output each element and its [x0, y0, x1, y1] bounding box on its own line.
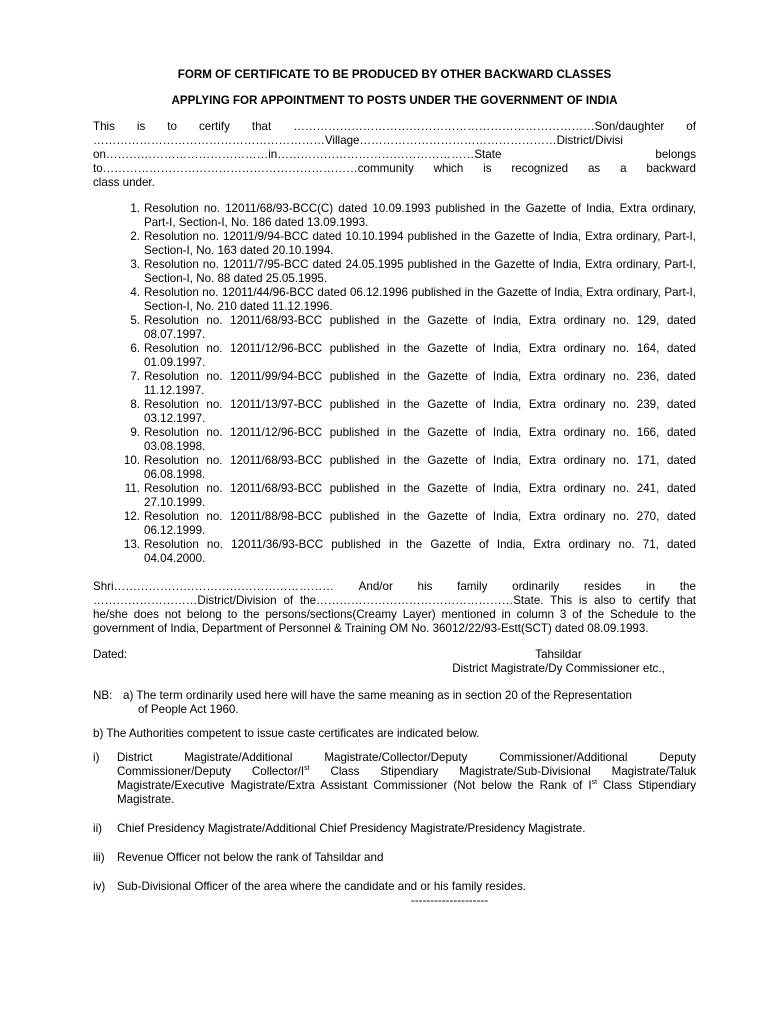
shri-paragraph	[93, 580, 696, 636]
resolution-text: Resolution no. 12011/36/93-BCC published in the Gazette of India, Extra ordinary no. 71, dated 04.04.2000.	[144, 538, 696, 565]
word: of	[686, 120, 696, 133]
resolution-item	[93, 482, 696, 510]
word: ……………………………………………………………………Son/daughter	[293, 120, 665, 133]
word: the	[679, 580, 696, 593]
word: in	[646, 580, 656, 593]
resolution-item	[93, 230, 696, 258]
resolution-text: Resolution no. 12011/68/93-BCC published in the Gazette of India, Extra ordinary no. 171, dated 06.08.1998.	[144, 454, 696, 481]
resolution-number: 7.	[130, 370, 140, 383]
word: This	[93, 120, 115, 133]
resolution-item	[93, 510, 696, 538]
end-mark: --------------------	[410, 894, 489, 907]
word: to	[167, 120, 177, 133]
authority-iv-label: iv)	[93, 880, 106, 893]
word: ordinarily	[512, 580, 560, 593]
tahsildar-label: Tahsildar	[535, 648, 582, 661]
certify-line-3	[93, 148, 696, 162]
certify-paragraph	[93, 120, 696, 190]
resolution-item	[93, 454, 696, 482]
word: And/or	[358, 580, 393, 593]
resolution-item	[93, 342, 696, 370]
authority-ii	[93, 822, 696, 836]
authority-i-label: i)	[93, 751, 100, 764]
resolution-text: Resolution no. 12011/12/96-BCC published in the Gazette of India, Extra ordinary no. 166, dated 03.08.1998.	[144, 426, 696, 453]
superscript-st: st	[591, 779, 598, 787]
authority-iv-text: Sub-Divisional Officer of the area where the candidate and or his family resides.	[117, 880, 526, 893]
resolution-number: 13.	[123, 538, 140, 551]
note-a-line-2: of People Act 1960.	[138, 703, 239, 716]
authority-i-text	[117, 751, 696, 807]
authority-i-part1: District Magistrate/Additional Magistrate/Collector/Deputy Commissioner/Additional Deputy Commissioner/Deputy Collector/I	[117, 751, 696, 778]
resolution-text: Resolution no. 12011/68/93-BCC(C) dated 10.09.1993 published in the Gazette of India, Extra ordinary, Part-I, Section-I, No. 186 dated 13.09.1993.	[144, 202, 696, 229]
shri-line-1	[93, 580, 696, 594]
resolution-item	[93, 398, 696, 426]
resolution-text: Resolution no. 12011/68/93-BCC published in the Gazette of India, Extra ordinary no. 129, dated 08.07.1997.	[144, 314, 696, 341]
resolution-text: Resolution no. 12011/88/98-BCC published in the Gazette of India, Extra ordinary no. 270, dated 06.12.1999.	[144, 510, 696, 537]
certify-line-1	[93, 120, 696, 134]
certificate-page	[93, 62, 696, 908]
authority-iv	[93, 880, 696, 894]
resolution-item	[93, 314, 696, 342]
resolution-text: Resolution no. 12011/9/94-BCC dated 10.10.1994 published in the Gazette of India, Extra ordinary, Part-I, Section-I, No. 163 dated 20.10.1994.	[144, 230, 696, 257]
resolution-number: 6.	[130, 342, 140, 355]
authority-i-part3: Class Stipendiary Magistrate.	[117, 779, 696, 806]
resolution-item	[93, 258, 696, 286]
certify-line-2: ……………………………………………………Village……………………………………………District/Divisi	[93, 134, 623, 147]
certify-line-3-belongs: belongs	[655, 148, 696, 161]
magistrate-label: District Magistrate/Dy Commissioner etc.,	[452, 662, 665, 675]
note-b: b) The Authorities competent to issue caste certificates are indicated below.	[93, 727, 480, 740]
certify-line-5: class under.	[93, 176, 155, 189]
note-a-line-1: a) The term ordinarily used here will have the same meaning as in section 20 of the Representation	[123, 689, 632, 702]
resolution-text: Resolution no. 12011/68/93-BCC published in the Gazette of India, Extra ordinary no. 241, dated 27.10.1999.	[144, 482, 696, 509]
resolution-number: 9.	[130, 426, 140, 439]
note-a	[93, 689, 696, 717]
word: resides	[583, 580, 622, 593]
resolution-number: 11.	[124, 482, 140, 495]
resolution-item	[93, 538, 696, 566]
resolution-number: 10.	[123, 454, 140, 467]
resolution-number: 1.	[130, 202, 140, 215]
certify-line-4: to…………………………………………………………community which is recognized as a backward	[93, 162, 696, 175]
authority-i	[93, 751, 696, 807]
resolution-item	[93, 426, 696, 454]
word: Shri…………………………………………………	[93, 580, 334, 593]
form-title: FORM OF CERTIFICATE TO BE PRODUCED BY OTHER BACKWARD CLASSES	[177, 68, 612, 81]
word: certify	[198, 120, 230, 133]
form-subtitle: APPLYING FOR APPOINTMENT TO POSTS UNDER THE GOVERNMENT OF INDIA	[171, 94, 618, 107]
resolution-number: 8.	[130, 398, 140, 411]
authority-iii-text: Revenue Officer not below the rank of Tahsildar and	[117, 851, 384, 864]
authority-ii-text: Chief Presidency Magistrate/Additional Chief Presidency Magistrate/Presidency Magistrate.	[117, 822, 586, 835]
word: his	[417, 580, 433, 593]
certify-line-3-text: on……………………………………in……………………………………………State	[93, 148, 502, 161]
resolution-item	[93, 370, 696, 398]
authority-i-part2: Class Stipendiary Magistrate/Sub-Divisional Magistrate/Taluk Magistrate/Executive Magistrate/Extra Assistant Commissioner (Not below the Rank of I	[117, 765, 696, 792]
resolution-item	[93, 202, 696, 230]
resolution-number: 3.	[130, 258, 140, 271]
nb-label: NB:	[93, 689, 113, 702]
resolution-text: Resolution no. 12011/12/96-BCC published in the Gazette of India, Extra ordinary no. 164, dated 01.09.1997.	[144, 342, 696, 369]
signatory	[421, 648, 696, 676]
shri-rest: ………………………District/Division of the……………………………………………State. This is also to certify that he/she does not belong to the persons/sections(Creamy Layer) mentioned in column 3 of the Schedule to the government of India, Department of Personnel & Training OM No. 36012/22/93-Estt(SCT) dated 08.09.1993.	[93, 594, 696, 635]
resolution-number: 5.	[130, 314, 140, 327]
resolution-text: Resolution no. 12011/13/97-BCC published in the Gazette of India, Extra ordinary no. 239, dated 03.12.1997.	[144, 398, 696, 425]
note-a-body	[123, 689, 696, 717]
superscript-st: st	[304, 765, 310, 773]
authority-iii	[93, 851, 696, 865]
word: is	[136, 120, 146, 133]
resolution-number: 4.	[130, 286, 140, 299]
resolution-text: Resolution no. 12011/7/95-BCC dated 24.05.1995 published in the Gazette of India, Extra ordinary, Part-I, Section-I, No. 88 dated 25.05.1995.	[144, 258, 696, 285]
signature-block	[93, 648, 696, 676]
word: family	[457, 580, 488, 593]
resolution-text: Resolution no. 12011/99/94-BCC published in the Gazette of India, Extra ordinary no. 236, dated 11.12.1997.	[144, 370, 696, 397]
resolution-item	[93, 286, 696, 314]
resolution-number: 12.	[123, 510, 140, 523]
resolution-text: Resolution no. 12011/44/96-BCC dated 06.12.1996 published in the Gazette of India, Extra ordinary, Part-I, Section-I, No. 210 dated 11.12.1996.	[144, 286, 696, 313]
resolution-number: 2.	[130, 230, 140, 243]
authority-ii-label: ii)	[93, 822, 103, 835]
dated-label: Dated:	[93, 648, 128, 661]
authority-iii-label: iii)	[93, 851, 105, 864]
word: that	[251, 120, 272, 133]
resolution-list	[93, 202, 696, 566]
